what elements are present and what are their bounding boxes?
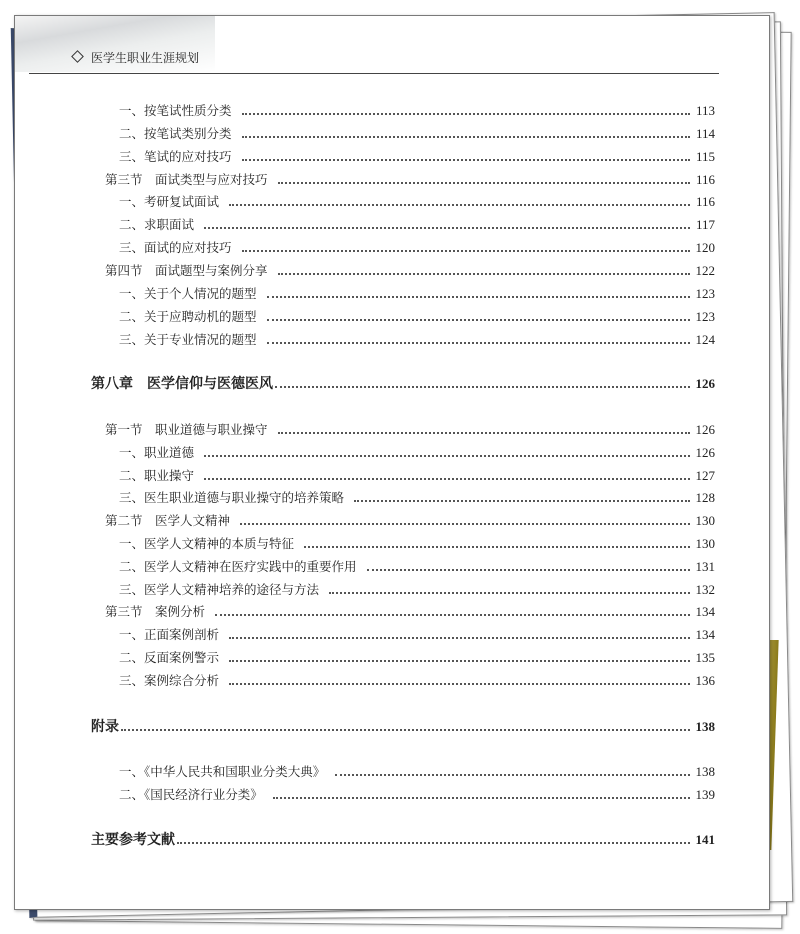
toc-page-number: 124 [695,332,715,347]
toc-page-number: 139 [695,787,715,802]
toc-entry-title: 二、关于应聘动机的题型 [119,309,257,324]
toc-page-number: 115 [695,149,715,164]
toc-page-number: 128 [695,490,715,505]
dot-leader [278,432,690,434]
toc-entry-title: 一、按笔试性质分类 [119,103,232,118]
toc-entry-title: 一、《中华人民共和国职业分类大典》 [119,764,326,779]
dot-leader [267,319,690,321]
toc-item-entry[interactable] [119,330,715,348]
toc-entry-title: 二、求职面试 [119,217,195,232]
toc-page-number: 134 [695,604,715,619]
toc-page-number: 132 [695,582,715,597]
toc-item-entry[interactable] [119,580,715,598]
toc-entry-title: 一、关于个人情况的题型 [119,286,257,301]
dot-leader [204,227,690,229]
toc-entry-title: 主要参考文献 [91,832,175,848]
toc-item-entry[interactable] [119,762,715,780]
toc-section-entry[interactable] [105,170,715,188]
toc-page-number: 116 [695,172,715,187]
dot-leader [304,546,689,548]
toc-section-entry[interactable] [105,420,715,438]
dot-leader [229,660,689,662]
toc-chapter-entry[interactable] [91,829,715,849]
toc-item-entry[interactable] [119,648,715,666]
dot-leader [229,683,689,685]
dot-leader [329,592,689,594]
toc-page-number: 130 [695,513,715,528]
toc-item-entry[interactable] [119,147,715,165]
toc-entry-title: 二、反面案例警示 [119,650,220,665]
toc-page-number: 134 [695,627,715,642]
dot-leader [242,113,690,115]
toc-entry-title: 二、按笔试类别分类 [119,126,232,141]
toc-page-number: 127 [695,468,715,483]
toc-item-entry[interactable] [119,625,715,643]
toc-entry-title: 第三节 案例分析 [105,604,206,619]
toc-chapter-entry[interactable] [91,373,715,393]
toc-section-entry[interactable] [105,511,715,529]
toc-entry-title: 三、医学人文精神培养的途径与方法 [119,582,320,597]
toc-page-number: 126 [695,445,715,460]
toc-item-entry[interactable] [119,192,715,210]
toc-entry-title: 一、职业道德 [119,445,195,460]
toc-entry-title: 第四节 面试题型与案例分享 [105,263,268,278]
toc-entry-title: 第一节 职业道德与职业操守 [105,422,268,437]
toc-page-number: 123 [695,309,715,324]
toc-section-entry[interactable] [105,261,715,279]
dot-leader [240,523,689,525]
toc-entry-title: 一、医学人文精神的本质与特征 [119,536,295,551]
toc-page-number: 113 [695,103,715,118]
toc-entry-title: 二、《国民经济行业分类》 [119,787,263,802]
dot-leader [229,204,690,206]
toc-page-number: 138 [695,764,715,779]
toc-item-entry[interactable] [119,488,715,506]
toc-entry-title: 三、案例综合分析 [119,673,220,688]
toc-page-number: 117 [695,217,715,232]
toc-entry-title: 附录 [91,719,119,735]
toc-page-number: 116 [695,194,715,209]
header-divider [29,73,719,74]
dot-leader [335,774,689,776]
toc-item-entry[interactable] [119,238,715,256]
dot-leader [204,455,689,457]
toc-entry-title: 一、正面案例剖析 [119,627,220,642]
dot-leader [242,250,690,252]
toc-item-entry[interactable] [119,307,715,325]
toc-entry-title: 一、考研复试面试 [119,194,220,209]
toc-page-number: 136 [695,673,715,688]
toc-item-entry[interactable] [119,101,715,119]
toc-entry-title: 三、关于专业情况的题型 [119,332,257,347]
toc-item-entry[interactable] [119,785,715,803]
toc-item-entry[interactable] [119,443,715,461]
dot-leader [215,614,689,616]
dot-leader [204,478,689,480]
toc-item-entry[interactable] [119,534,715,552]
toc-entry-title: 二、职业操守 [119,468,195,483]
toc-page-number: 138 [695,719,715,734]
toc-section-entry[interactable] [105,602,715,620]
toc-page-number: 135 [695,650,715,665]
toc-page-number: 122 [695,263,715,278]
dot-leader [267,342,690,344]
dot-leader [242,159,690,161]
toc-item-entry[interactable] [119,215,715,233]
toc-item-entry[interactable] [119,124,715,142]
toc-page-number: 141 [695,832,715,847]
toc-entry-title: 第八章 医学信仰与医德医风 [91,376,273,392]
toc-page-number: 123 [695,286,715,301]
toc-page-number: 126 [695,422,715,437]
toc-page-number: 114 [695,126,715,141]
dot-leader [267,296,690,298]
running-header-title: 医学生职业生涯规划 [91,51,200,65]
dot-leader [354,500,689,502]
dot-leader [177,842,690,844]
toc-entry-title: 三、面试的应对技巧 [119,240,232,255]
toc-item-entry[interactable] [119,284,715,302]
toc-page [14,15,770,910]
toc-chapter-entry[interactable] [91,716,715,736]
toc-entry-title: 第三节 面试类型与应对技巧 [105,172,268,187]
dot-leader [275,386,690,388]
dot-leader [273,797,690,799]
dot-leader [242,136,690,138]
toc-entry-title: 第二节 医学人文精神 [105,513,231,528]
toc-item-entry[interactable] [119,671,715,689]
toc-page-number: 126 [695,376,715,391]
dot-leader [278,182,690,184]
toc-entry-title: 三、医生职业道德与职业操守的培养策略 [119,490,345,505]
dot-leader [121,729,690,731]
toc-entry-title: 三、笔试的应对技巧 [119,149,232,164]
toc-entry-title: 二、医学人文精神在医疗实践中的重要作用 [119,559,357,574]
dot-leader [278,273,690,275]
dot-leader [229,637,689,639]
toc-page-number: 130 [695,536,715,551]
toc-item-entry[interactable] [119,557,715,575]
dot-leader [367,569,690,571]
toc-page-number: 131 [695,559,715,574]
toc-item-entry[interactable] [119,466,715,484]
toc-page-number: 120 [695,240,715,255]
